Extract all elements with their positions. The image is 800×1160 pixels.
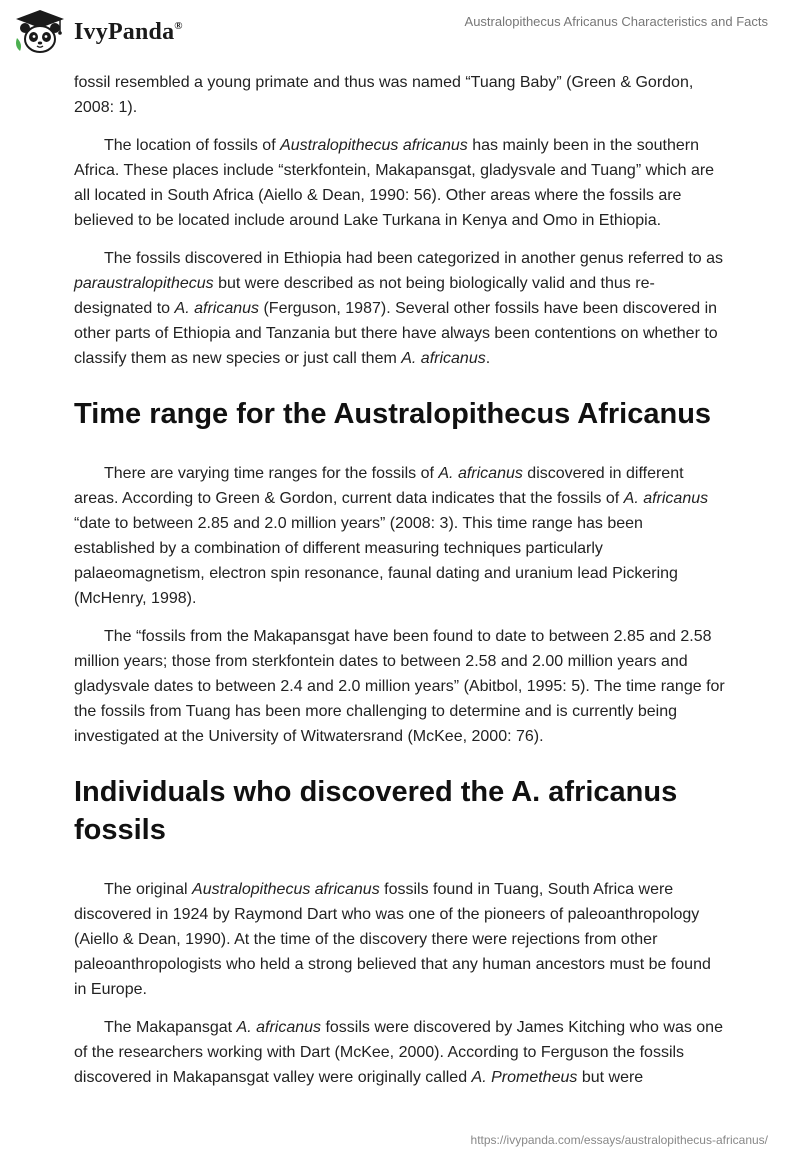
essay-body	[74, 70, 726, 1103]
document-title: Australopithecus Africanus Characteristics and Facts	[464, 14, 768, 29]
paragraph: There are varying time ranges for the fossils of A. africanus discovered in different areas. According to Green & Gordon, current data indicates that the fossils of A. africanus “date to between 2.85 and 2.0 million years” (2008: 3). This time range has been established by a combination of different measuring techniques particularly palaeomagnetism, electron spin resonance, faunal dating and uranium lead Pickering (McHenry, 1998).	[74, 465, 709, 607]
paragraph: The location of fossils of Australopithecus africanus has mainly been in the southern Africa. These places include “sterkfontein, Makapansgat, gladysvale and Tuang” which are all located in South Africa (Aiello & Dean, 1990: 56). Other areas where the fossils are believed to be located include around Lake Turkana in Kenya and Omo in Ethiopia.	[74, 137, 715, 229]
source-url-link[interactable]: https://ivypanda.com/essays/australopithecus-africanus/	[470, 1133, 768, 1147]
section-heading: Time range for the Australopithecus Africanus	[74, 398, 712, 430]
panda-graduate-icon	[14, 8, 66, 56]
paragraph: The fossils discovered in Ethiopia had been categorized in another genus referred to as paraustralopithecus but were described as not being biologically valid and thus re-designated to A. africanus (Ferguson, 1987). Several other fossils have been discovered in other parts of Ethiopia and Tanzania but there have always been contentions on whether to classify them as new species or just call them A. africanus.	[74, 250, 724, 367]
paragraph: The original Australopithecus africanus fossils found in Tuang, South Africa were discovered in 1924 by Raymond Dart who was one of the pioneers of paleoanthropology (Aiello & Dean, 1990). At the time of the discovery there were rejections from other paleoanthropologists who held a strong believed that any human ancestors must be found in Europe.	[74, 881, 711, 998]
logo-wordmark: IvyPanda®	[74, 18, 183, 45]
ivypanda-logo[interactable]	[14, 8, 183, 56]
section-heading: Individuals who discovered the A. africanus fossils	[74, 776, 678, 846]
paragraph: The Makapansgat A. africanus fossils were discovered by James Kitching who was one of the researchers working with Dart (McKee, 2000). According to Ferguson the fossils discovered in Makapansgat valley were originally called A. Prometheus but were	[74, 1019, 723, 1086]
paragraph: The “fossils from the Makapansgat have been found to date to between 2.85 and 2.58 million years; those from sterkfontein dates to between 2.58 and 2.00 million years and gladysvale dates to between 2.4 and 2.0 million years” (Abitbol, 1995: 5). The time range for the fossils from Tuang has been more challenging to determine and is currently being investigated at the University of Witwatersrand (McKee, 2000: 76).	[74, 628, 725, 745]
registered-mark: ®	[174, 19, 183, 32]
page-header	[0, 0, 800, 64]
paragraph: fossil resembled a young primate and thus was named “Tuang Baby” (Green & Gordon, 2008: 1).	[74, 74, 694, 116]
